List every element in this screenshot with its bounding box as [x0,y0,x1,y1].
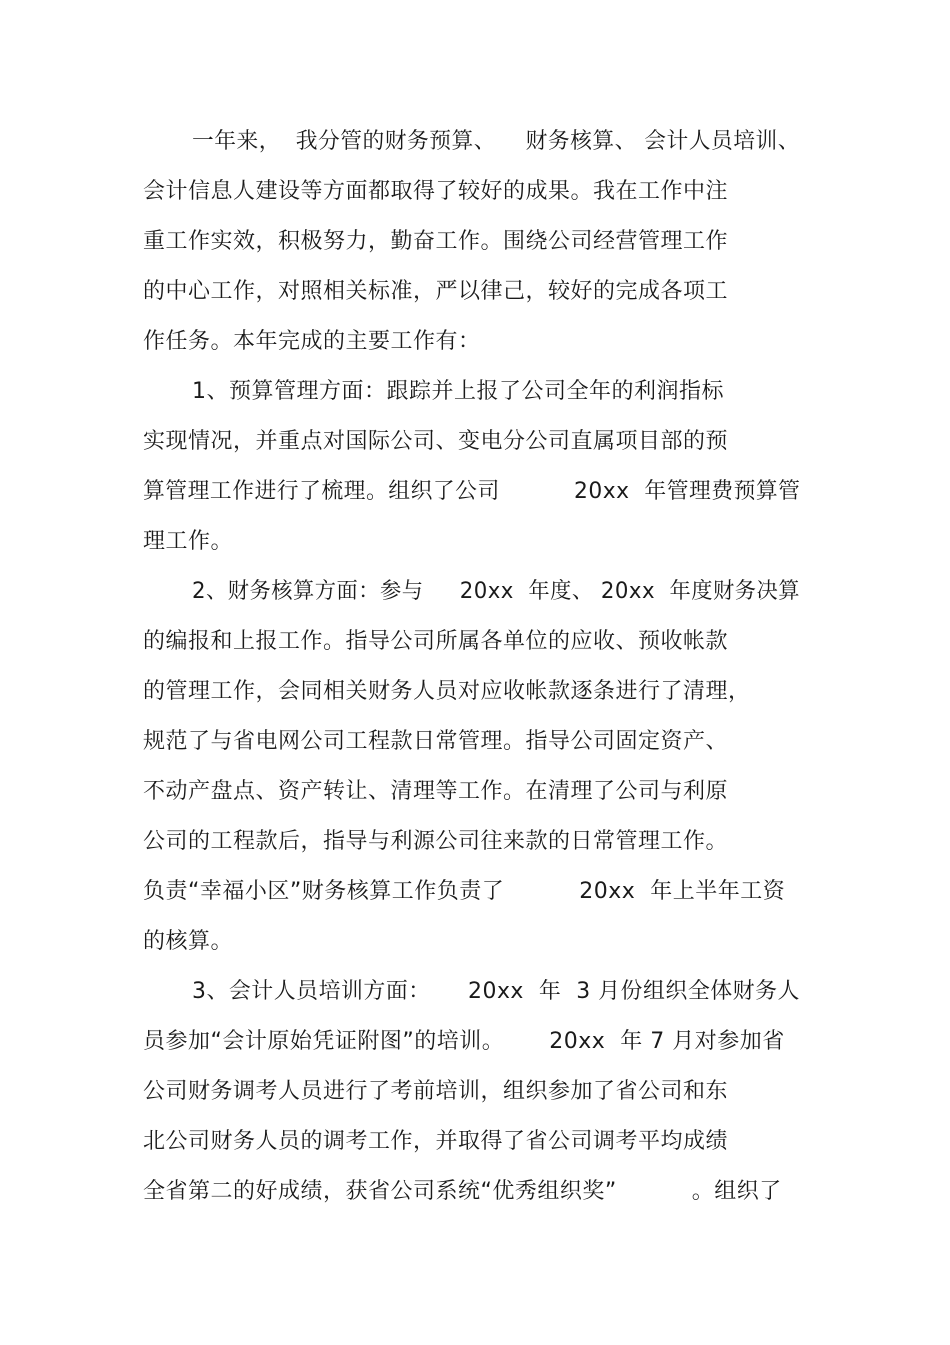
paragraph-3-line-7: 负责“幸福小区”财务核算工作负责了 20xx 年上半年工资 [143,879,786,904]
paragraph-3-line-3: 的管理工作，会同相关财务人员对应收帐款逐条进行了清理， [143,679,751,704]
paragraph-4-line-2: 员参加“会计原始凭证附图”的培训。 20xx 年 7 月对参加省 [143,1029,785,1054]
paragraph-4-line-5: 全省第二的好成绩，获省公司系统“优秀组织奖” 。组织了 [143,1179,782,1204]
paragraph-1-line-2: 会计信息人建设等方面都取得了较好的成果。我在工作中注 [143,179,729,204]
paragraph-2-line-1: 1、预算管理方面：跟踪并上报了公司全年的利润指标 [192,379,724,404]
paragraph-2-line-3: 算管理工作进行了梳理。组织了公司 20xx 年管理费预算管 [143,479,801,504]
paragraph-2-line-2: 实现情况，并重点对国际公司、变电分公司直属项目部的预 [143,429,729,454]
paragraph-3-line-8: 的核算。 [143,929,234,954]
paragraph-3-line-6: 公司的工程款后，指导与利源公司往来款的日常管理工作。 [143,829,729,854]
paragraph-1-line-3: 重工作实效，积极努力，勤奋工作。围绕公司经营管理工作 [143,229,729,254]
paragraph-4-line-1: 3、会计人员培训方面： 20xx 年 3 月份组织全体财务人 [192,979,800,1004]
paragraph-1-line-4: 的中心工作，对照相关标准，严以律己，较好的完成各项工 [143,279,729,304]
paragraph-1-line-1: 一年来， 我分管的财务预算、 财务核算、 会计人员培训、 [192,129,800,154]
paragraph-4-line-3: 公司财务调考人员进行了考前培训，组织参加了省公司和东 [143,1079,729,1104]
paragraph-3-line-2: 的编报和上报工作。指导公司所属各单位的应收、预收帐款 [143,629,729,654]
paragraph-2-line-4: 理工作。 [143,529,234,554]
paragraph-3-line-5: 不动产盘点、资产转让、清理等工作。在清理了公司与利原 [143,779,729,804]
paragraph-4-line-4: 北公司财务人员的调考工作，并取得了省公司调考平均成绩 [143,1129,729,1154]
paragraph-3-line-4: 规范了与省电网公司工程款日常管理。指导公司固定资产、 [143,729,729,754]
paragraph-3-line-1: 2、财务核算方面：参与 20xx 年度、 20xx 年度财务决算 [192,579,800,604]
paragraph-1-line-5: 作任务。本年完成的主要工作有： [143,329,481,354]
